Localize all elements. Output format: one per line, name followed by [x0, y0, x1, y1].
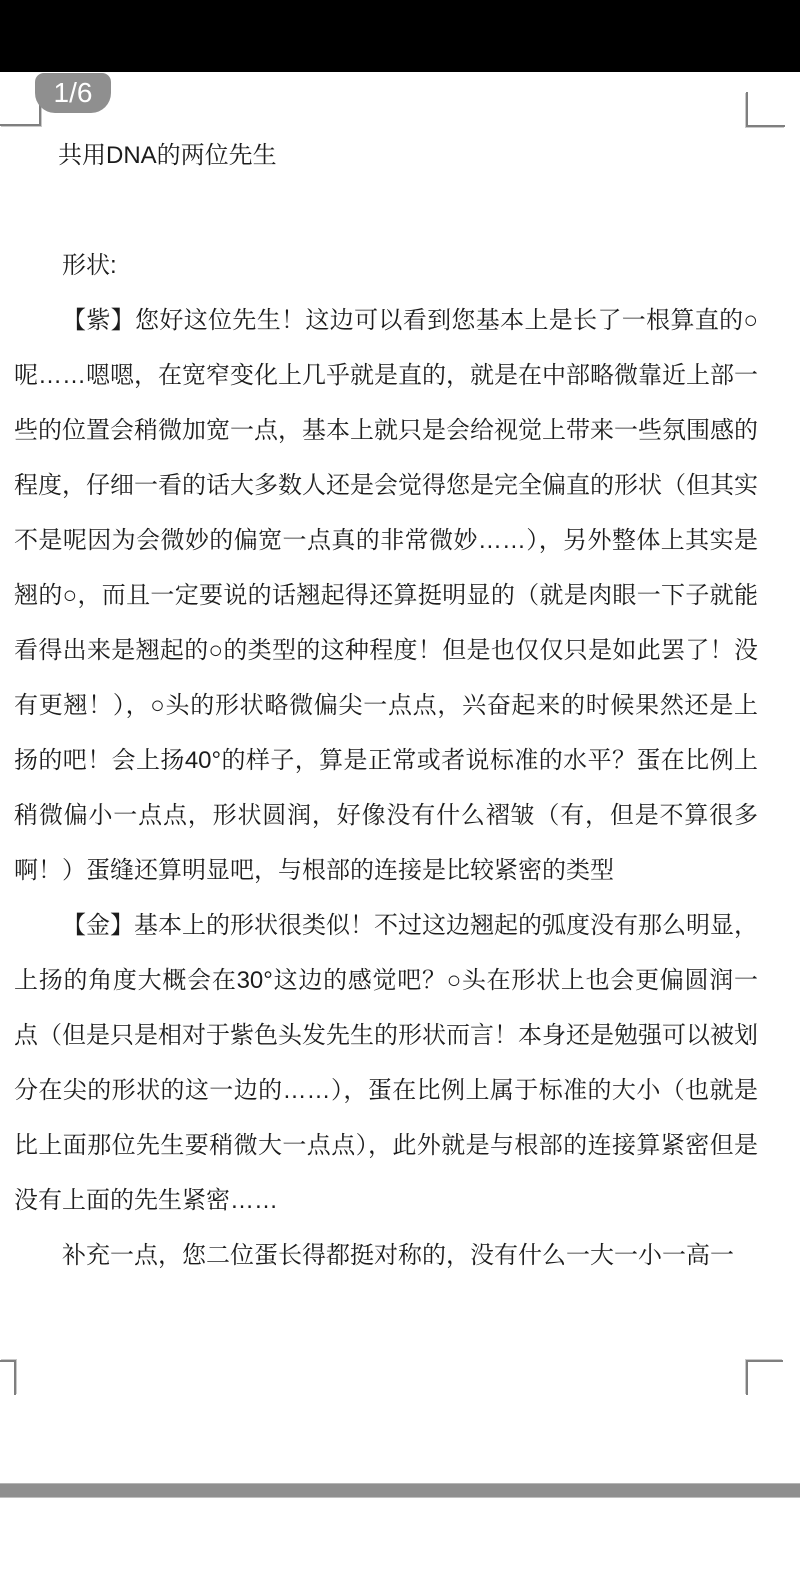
- paragraph-supplement: 补充一点，您二位蛋长得都挺对称的，没有什么一大一小一高一: [62, 1242, 734, 1269]
- top-black-bar: [0, 0, 800, 72]
- page-text-content: [14, 128, 758, 1283]
- page-corner-mark-bottom-left: [0, 1360, 16, 1395]
- paragraph-gold: 【金】基本上的形状很类似！不过这边翘起的弧度没有那么明显，上扬的角度大概会在30°这边的感觉吧？○头在形状上也会更偏圆润一点（但是只是相对于紫色头发先生的形状而言！本身还是勉强可以被划分在尖的形状的这一边的……），蛋在比例上属于标准的大小（也就是比上面那位先生要稍微大一点点），此外就是与根部的连接算紧密但是没有上面的先生紧密……: [14, 912, 758, 1214]
- paragraph-purple: 【紫】您好这位先生！这边可以看到您基本上是长了一根算直的○呢……嗯嗯，在宽窄变化上几乎就是直的，就是在中部略微靠近上部一些的位置会稍微加宽一点，基本上就只是会给视觉上带来一些氛围感的程度，仔细一看的话大多数人还是会觉得您是完全偏直的形状（但其实不是呢因为会微妙的偏宽一点真的非常微妙……），另外整体上其实是翘的○，而且一定要说的话翘起得还算挺明显的（就是肉眼一下子就能看得出来是翘起的○的类型的这种程度！但是也仅仅只是如此罢了！没有更翘！），○头的形状略微偏尖一点点，兴奋起来的时候果然还是上扬的吧！会上扬40°的样子，算是正常或者说标准的水平？蛋在比例上稍微偏小一点点，形状圆润，好像没有什么褶皱（有，但是不算很多啊！）蛋缝还算明显吧，与根部的连接是比较紧密的类型: [14, 307, 758, 884]
- section-label-shape: 形状:: [62, 252, 117, 279]
- blank-line: [14, 183, 758, 238]
- page-corner-mark-top-right: [746, 92, 785, 127]
- page-corner-mark-bottom-right: [746, 1360, 783, 1395]
- bottom-divider-bar: [0, 1483, 800, 1498]
- page-indicator-badge: 1/6: [35, 73, 111, 113]
- document-title: 共用DNA的两位先生: [58, 142, 277, 169]
